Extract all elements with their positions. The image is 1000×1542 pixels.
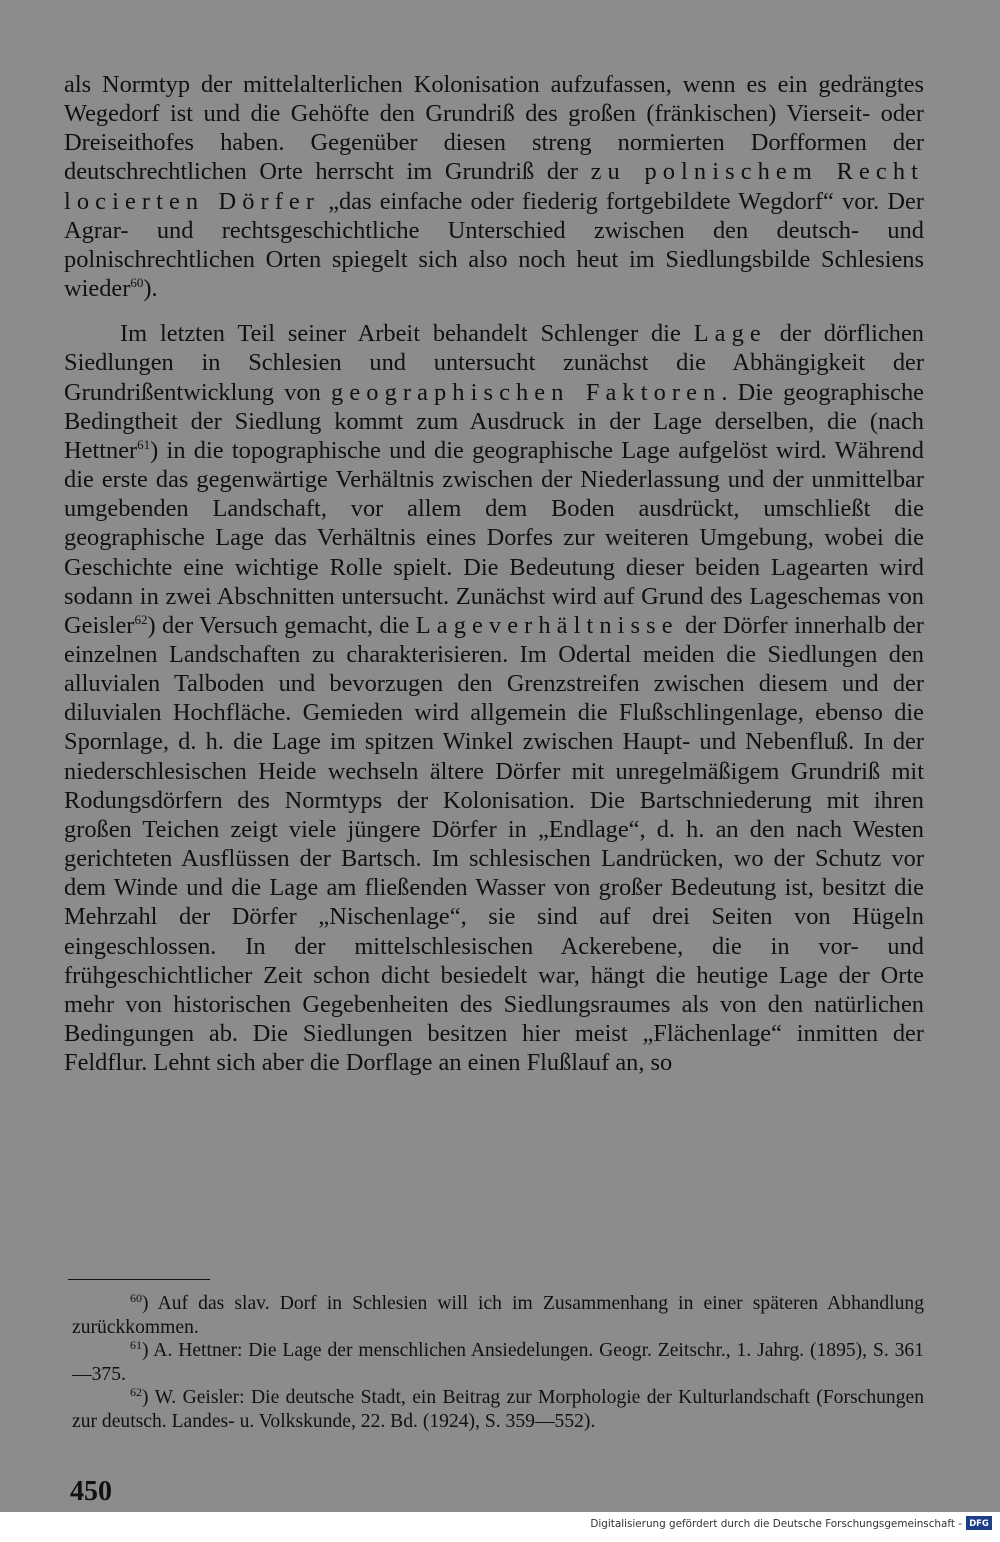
footnote-divider: [68, 1279, 210, 1280]
paragraph-2-text-f: ) in die topographische und die geographische Lage aufgelöst wird. Während die erste das gegenwärtige Verhältnis zwischen der Niederlassung und der unmittelbar umgebenden Landschaft, vor allem dem Boden ausdrückt, umschließt die geographische Lage das Verhältnis eines Dorfes zur weiteren Umgebung, wobei die Geschichte eine wichtige Rolle spielt. Die Bedeutung dieser beiden Lagearten wird sodann in zwei Abschnitten untersucht. Zunächst wird auf Grund des Lageschemas von Geisler: [64, 436, 924, 639]
paragraph-2-text-g: ) der Versuch gemacht, die: [147, 611, 416, 639]
paragraph-1: [64, 70, 924, 303]
paragraph-2-spaced-geographischen-faktoren: geographischen Faktoren: [331, 378, 722, 406]
body-text: [64, 70, 924, 1077]
footnote-62: [72, 1386, 924, 1433]
page-number: 450: [70, 1476, 112, 1507]
paragraph-2-text-i: der Dörfer innerhalb der einzelnen Landschaften zu charakterisieren. Im Odertal meiden die Siedlungen den alluvialen Talboden und bevorzugen den Grenzstreifen zwischen diesem und der diluvialen Hochfläche. Gemieden wird allgemein die Flußschlingenlage, ebenso die Spornlage, d. h. die Lage im spitzen Winkel zwischen Haupt- und Nebenfluß. In der niederschlesischen Heide wechseln ältere Dörfer mit unregelmäßigem Grundriß mit Rodungsdörfern des Normtyps der Kolonisation. Die Bartschniederung mit ihren großen Teichen zeigt viele jüngere Dörfer in „Endlage“, d. h. an den nach Westen gerichteten Ausflüssen der Bartsch. Im schlesischen Landrücken, wo der Schutz vor dem Winde und die Lage am fließenden Wasser von großer Bedeutung ist, besitzt die Mehrzahl der Dörfer „Nischenlage“, sie sind auf drei Seiten von Hügeln eingeschlossen. In der mittelschlesischen Ackerebene, die in vor- und frühgeschichtlicher Zeit schon dicht besiedelt war, hängt die heutige Lage der Orte mehr von historischen Gegebenheiten des Siedlungsraumes als von den natürlichen Bedingungen ab. Die Siedlungen besitzen hier meist „Flächenlage“ inmitten der Feldflur. Lehnt sich aber die Dorflage an einen Flußlauf an, so: [64, 611, 924, 1077]
paragraph-2-text-c: der dörflichen Siedlungen in Schlesien und untersucht zunächst die Abhängigkeit der Grundrißentwicklung von: [64, 320, 924, 406]
footnotes: [72, 1292, 924, 1434]
footnote-ref-61: 61: [137, 436, 151, 452]
footnote-text: ) W. Geisler: Die deutsche Stadt, ein Beitrag zur Morphologie der Kulturlandschaft (Forschungen zur deutsch. Landes- u. Volkskunde, 22. Bd. (1924), S. 359—552).: [72, 1387, 924, 1432]
paragraph-2-spaced-lage: Lage: [693, 320, 767, 348]
paragraph-1-spaced-text: zu polnischem Recht locierten Dörfer: [64, 158, 924, 215]
paragraph-2-text-e: . Die geographische Bedingtheit der Siedlung kommt zum Ausdruck in der Lage derselben, die (nach Hettner: [64, 378, 924, 464]
footnote-ref-60: 60: [130, 275, 144, 291]
paragraph-2-text-a: Im letzten Teil seiner Arbeit behandelt Schlenger die: [120, 320, 694, 348]
footnote-text: ) Auf das slav. Dorf in Schlesien will ich im Zusammenhang in einer späteren Abhandlung zurückkommen.: [72, 1293, 924, 1338]
paragraph-1-text-d: ).: [143, 275, 158, 303]
paragraph-1-text-c: „das einfache oder fiederig fortgebildete Wegdorf“ vor. Der Agrar- und rechtsgeschichtliche Unterschied zwischen den deutsch- und polnischrechtlichen Orten spiegelt sich also noch heut im Siedlungsbilde Schlesiens wieder: [64, 187, 924, 303]
digitization-credit: Digitalisierung gefördert durch die Deutsche Forschungsgemeinschaft -: [590, 1518, 962, 1530]
footnote-mark: 60: [130, 1291, 142, 1305]
paragraph-2-spaced-lageverhaeltnisse: Lageverhältnisse: [415, 611, 679, 639]
footnote-ref-62: 62: [134, 611, 148, 627]
footnote-61: [72, 1339, 924, 1386]
footnote-mark: 61: [130, 1338, 142, 1353]
footnote-60: [72, 1292, 924, 1339]
dfg-logo: DFG: [966, 1516, 992, 1530]
footnote-mark: 62: [130, 1385, 142, 1400]
paragraph-2: [64, 319, 924, 1077]
footnote-text: ) A. Hettner: Die Lage der menschlichen Ansiedelungen. Geogr. Zeitschr., 1. Jahrg. (1895), S. 361—375.: [72, 1340, 924, 1385]
paragraph-1-text-a: als Normtyp der mittelalterlichen Kolonisation aufzufassen, wenn es ein gedrängtes Wegedorf ist und die Gehöfte den Grundriß des großen (fränkischen) Vierseit- oder Dreiseithofes haben. Gegenüber diesen streng normierten Dorfformen der deutschrechtlichen Orte herrscht im Grundriß der: [64, 71, 924, 186]
